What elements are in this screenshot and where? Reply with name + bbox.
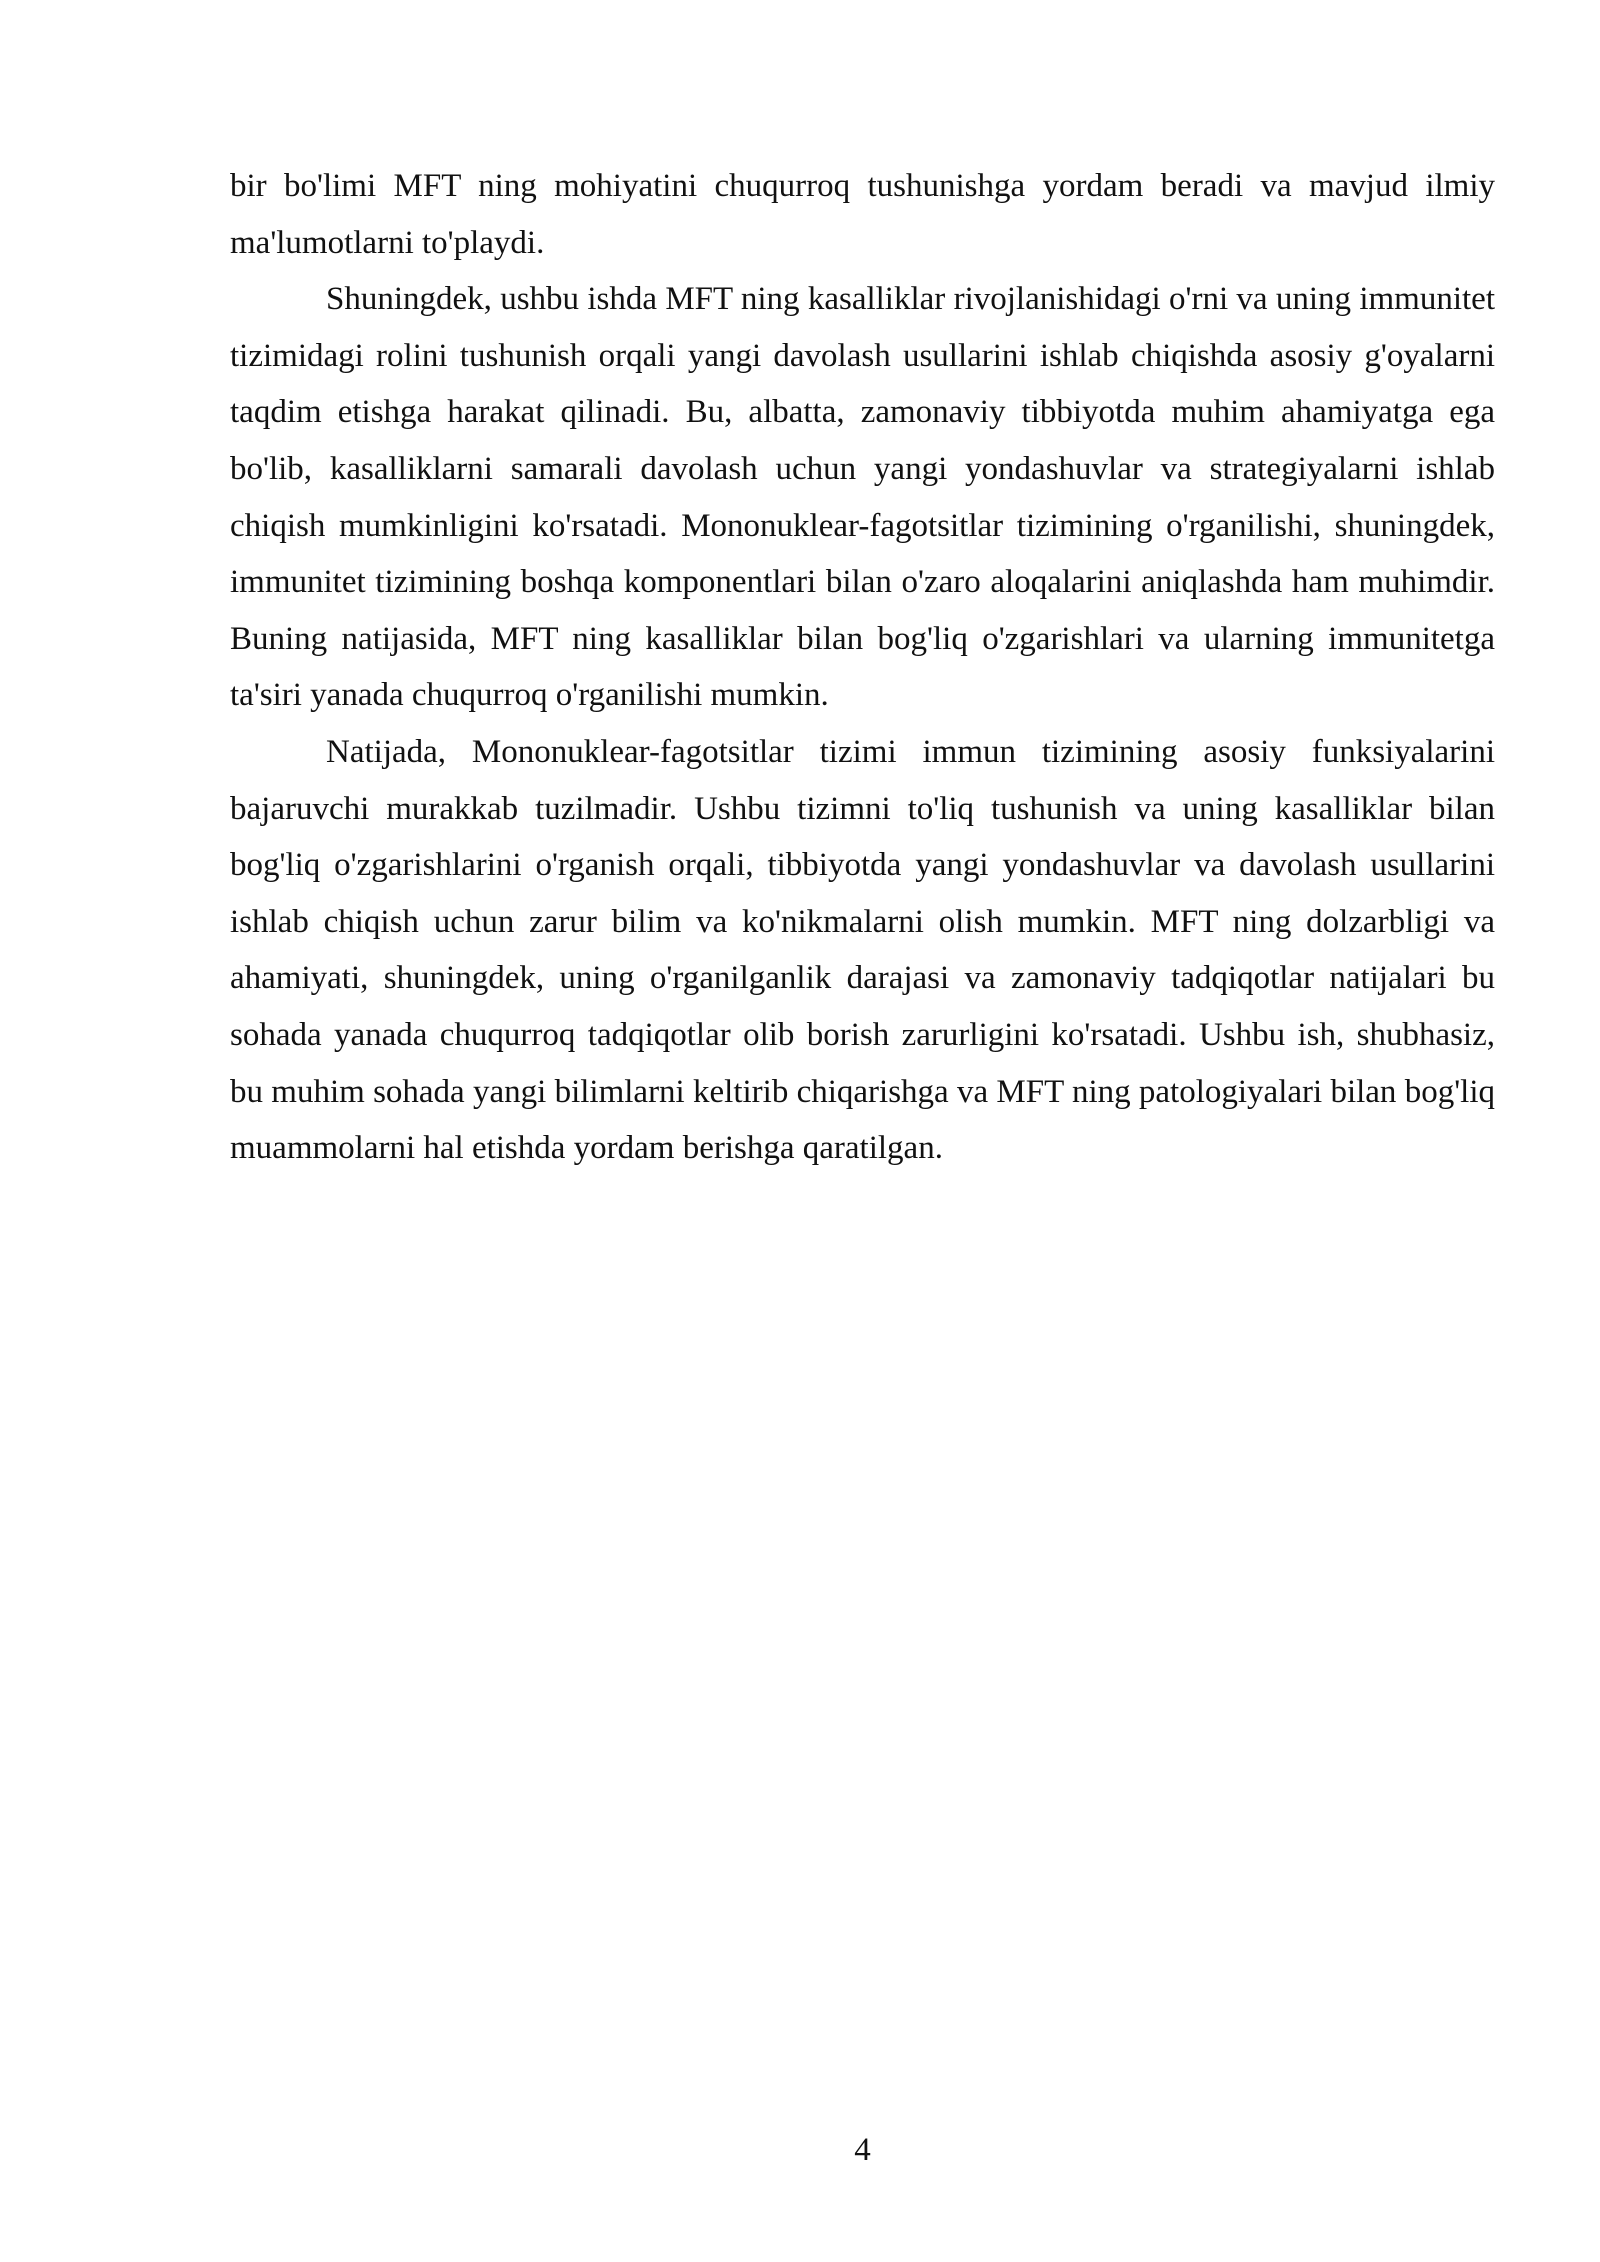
paragraph-mft-role: Shuningdek, ushbu ishda MFT ning kasalliklar rivojlanishidagi o'rni va uning immunitet tizimidagi rolini tushunish orqali yangi davolash usullarini ishlab chiqishda asosiy g'oyalarni taqdim etishga harakat qilinadi. Bu, albatta, zamonaviy tibbiyotda muhim ahamiyatga ega bo'lib, kasalliklarni samarali davolash uchun yangi yondashuvlar va strategiyalarni ishlab chiqish mumkinligini ko'rsatadi. Mononuklear-fagotsitlar tizimining o'rganilishi, shuningdek, immunitet tizimining boshqa komponentlari bilan o'zaro aloqalarini aniqlashda ham muhimdir. Buning natijasida, MFT ning kasalliklar bilan bog'liq o'zgarishlari va ularning immunitetga ta'siri yanada chuqurroq o'rganilishi mumkin. [230,281,1495,714]
paragraph-conclusion: Natijada, Mononuklear-fagotsitlar tizimi immun tizimining asosiy funksiyalarini bajaruvchi murakkab tuzilmadir. Ushbu tizimni to'liq tushunish va uning kasalliklar bilan bog'liq o'zgarishlarini o'rganish orqali, tibbiyotda yangi yondashuvlar va davolash usullarini ishlab chiqish uchun zarur bilim va ko'nikmalarni olish mumkin. MFT ning dolzarbligi va ahamiyati, shuningdek, uning o'rganilganlik darajasi va zamonaviy tadqiqotlar natijalari bu sohada yanada chuqurroq tadqiqotlar olib borish zarurligini ko'rsatadi. Ushbu ish, shubhasiz, bu muhim sohada yangi bilimlarni keltirib chiqarishga va MFT ning patologiyalari bilan bog'liq muammolarni hal etishda yordam berishga qaratilgan. [230,733,1495,1167]
paragraph-continuation: bir bo'limi MFT ning mohiyatini chuqurroq tushunishga yordam beradi va mavjud ilmiy ma'lumotlarni to'playdi. [230,168,1495,261]
body-text [230,158,1495,1177]
page-number: 4 [854,2132,871,2168]
